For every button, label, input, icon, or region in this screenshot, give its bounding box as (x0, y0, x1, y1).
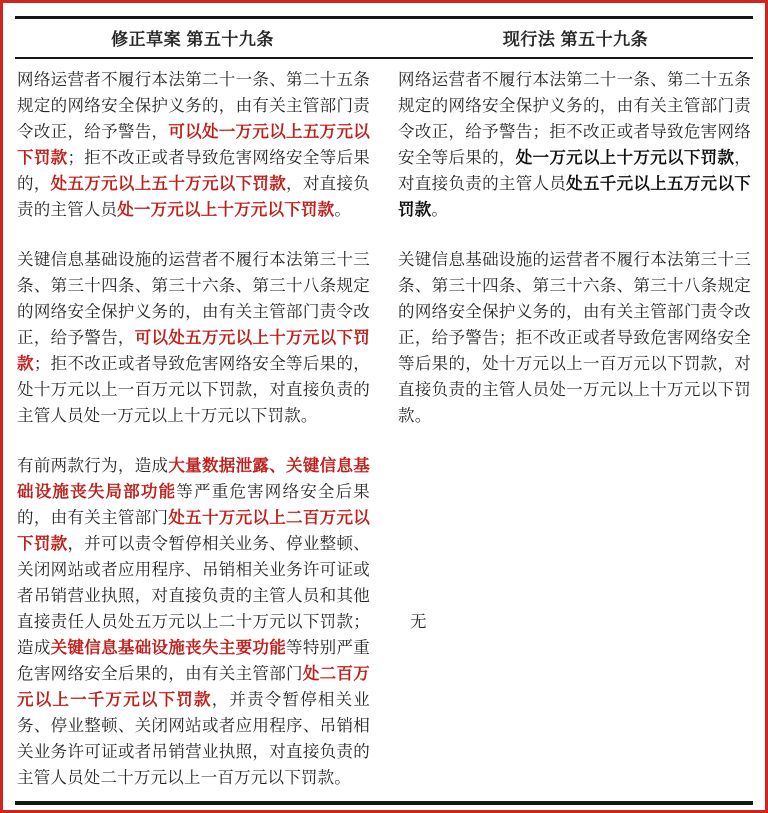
draft-clause-paragraph-2: 关键信息基础设施的运营者不履行本法第三十三条、第三十四条、第三十六条、第三十八条规定的网络安全保护义务的，由有关主管部门责令改正，给予警告，可以处五万元以上十万元以下罚款；拒不改正或者导致危害网络安全等后果的，处十万元以上一百万元以下罚款，对直接负责的主管人员处一万元以上十万元以下罚款。 (17, 251, 371, 425)
current-law-none-cell: 无 (410, 613, 427, 631)
table-bottom-rule (15, 801, 753, 805)
header-cell-current-law: 现行法 第五十九条 (502, 30, 649, 49)
current-law-clause-paragraph-2: 关键信息基础设施的运营者不履行本法第三十三条、第三十四条、第三十六条、第三十八条规定的网络安全保护义务的，由有关主管部门责令改正，给予警告；拒不改正或者导致危害网络安全等后果的，处十万元以上一百万元以下罚款，对直接负责的主管人员处一万元以上十万元以下罚款。 (398, 251, 751, 425)
current-law-clause-paragraph-1: 网络运营者不履行本法第二十一条、第二十五条规定的网络安全保护义务的，由有关主管部门责令改正，给予警告；拒不改正或者导致危害网络安全等后果的，处一万元以上十万元以下罚款，对直接负责的主管人员处五千元以上五万元以下罚款。 (398, 71, 752, 219)
comparison-table-body (15, 59, 753, 797)
header-cell-draft: 修正草案 第五十九条 (111, 30, 274, 49)
draft-clause-paragraph-1: 网络运营者不履行本法第二十一条、第二十五条规定的网络安全保护义务的，由有关主管部门责令改正，给予警告，可以处一万元以上五万元以下罚款；拒不改正或者导致危害网络安全等后果的，处五万元以上五十万元以下罚款，对直接负责的主管人员处一万元以上十万元以下罚款。 (17, 71, 371, 219)
draft-clause-paragraph-3: 有前两款行为，造成大量数据泄露、关键信息基础设施丧失局部功能等严重危害网络安全后果的，由有关主管部门处五十万元以上二百万元以下罚款，并可以责令暂停相关业务、停业整顿、关闭网站或者应用程序、吊销相关业务许可证或者吊销营业执照，对直接负责的主管人员和其他直接责任人员处五万元以上二十万元以下罚款；造成关键信息基础设施丧失主要功能等特别严重危害网络安全后果的，由有关主管部门处二百万元以上一千万元以下罚款，并责令暂停相关业务、停业整顿、关闭网站或者应用程序、吊销相关业务许可证或者吊销营业执照，对直接负责的主管人员处二十万元以上一百万元以下罚款。 (17, 457, 371, 787)
comparison-table-header (15, 19, 753, 59)
